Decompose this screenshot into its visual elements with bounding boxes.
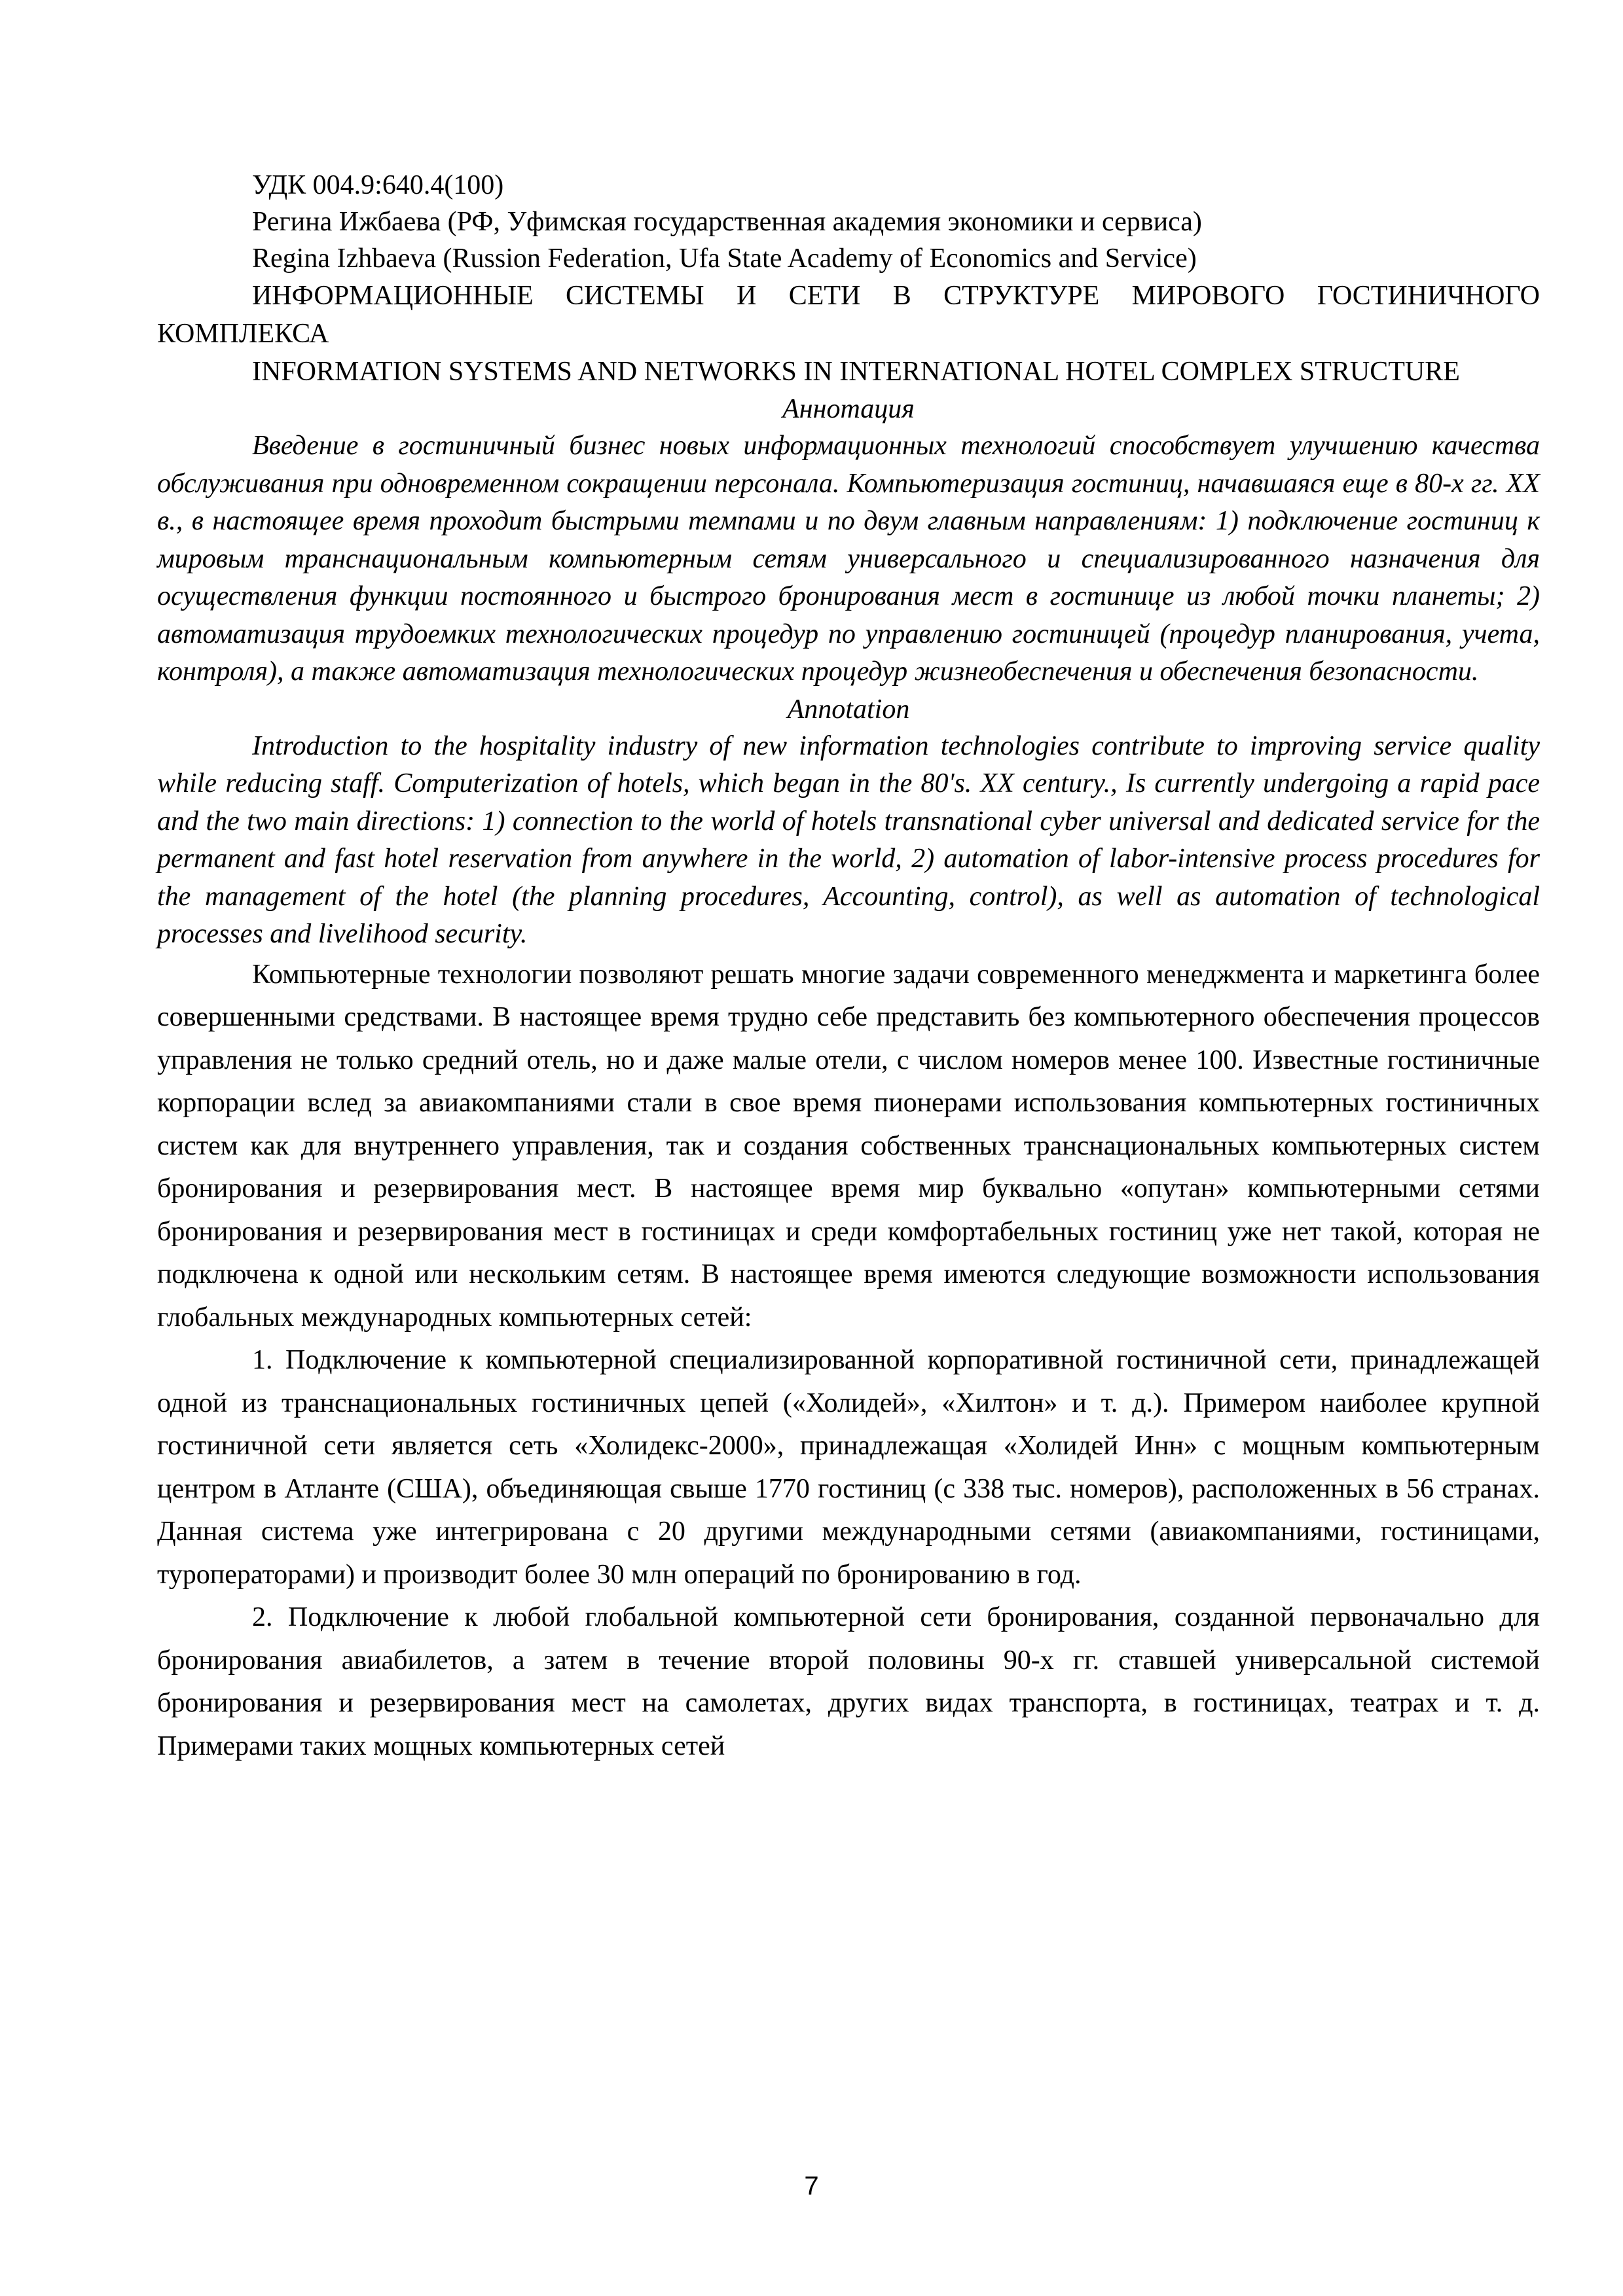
body-paragraph-3: 2. Подключение к любой глобальной компьютерной сети бронирования, созданной первоначально для бронирования авиабилетов, а затем в течение второй половины 90-х гг. ставшей универсальной системой бронирования и резервирования мест на самолетах, других видах транспорта, в гостиницах, театрах и т. д. Примерами таких мощных компьютерных сетей <box>157 1602 1540 1761</box>
body-paragraph-2: 1. Подключение к компьютерной специализированной корпоративной гостиничной сети, принадлежащей одной из транснациональных гостиничных цепей («Холидей», «Хилтон» и т. д.). Примером наиболее крупной гостиничной сети является сеть «Холидекс-2000», принадлежащая «Холидей Инн» с мощным компьютерным центром в Атланте (США), объединяющая свыше 1770 гостиниц (с 338 тыс. номеров), расположенных в 56 странах. Данная система уже интегрирована с 20 другими международными сетями (авиакомпаниями, гостиницами, туроператорами) и производит более 30 млн операций по бронированию в год. <box>157 1345 1540 1590</box>
author-en: Regina Izhbaeva (Russion Federation, Ufa State Academy of Economics and Service) <box>252 243 1197 274</box>
body-paragraph-1: Компьютерные технологии позволяют решать многие задачи современного менеджмента и маркетинга более совершенными средствами. В настоящее время трудно себе представить без компьютерного обеспечения процессов управления не только средний отель, но и даже малые отели, с числом номеров менее 100. Известные гостиничные корпорации вслед за авиакомпаниями стали в свое время пионерами использования компьютерных гостиничных систем как для внутреннего управления, так и создания собственных транснациональных компьютерных систем бронирования и резервирования мест. В настоящее время мир буквально «опутан» компьютерными сетями бронирования и резервирования мест в гостиницах и среди комфортабельных гостиниц уже нет такой, которая не подключена к одной или нескольким сетям. В настоящее время имеются следующие возможности использования глобальных международных компьютерных сетей: <box>157 959 1540 1333</box>
abstract-en-heading: Annotation <box>787 694 910 725</box>
abstract-ru-text: Введение в гостиничный бизнес новых информационных технологий способствует улучшению качества обслуживания при одновременном сокращении персонала. Компьютеризация гостиниц, начавшаяся еще в 80-х гг. XX в., в настоящее время проходит быстрыми темпами и по двум главным направлениям: 1) подключение гостиниц к мировым транснациональным компьютерным сетям универсального и специализированного назначения для осуществления функции постоянного и быстрого бронирования мест в гостинице из любой точки планеты; 2) автоматизация трудоемких технологических процедур по управлению гостиницей (процедур планирования, учета, контроля), а также автоматизация технологических процедур жизнеобеспечения и обеспечения безопасности. <box>157 431 1540 687</box>
article-content <box>157 167 1540 1768</box>
title-en: INFORMATION SYSTEMS AND NETWORKS IN INTERNATIONAL HOTEL COMPLEX STRUCTURE <box>252 357 1460 387</box>
page-number: 7 <box>804 2172 819 2200</box>
abstract-ru-heading: Аннотация <box>782 394 915 424</box>
abstract-en-text: Introduction to the hospitality industry of new information technologies contribute to improving service quality while reducing staff. Computerization of hotels, which began in the 80's. XX century., Is currently undergoing a rapid pace and the two main directions: 1) connection to the world of hotels transnational cyber universal and dedicated service for the permanent and fast hotel reservation from anywhere in the world, 2) automation of labor-intensive process procedures for the management of the hotel (the planning procedures, Accounting, control), as well as automation of technological processes and livelihood security. <box>157 730 1540 949</box>
title-ru: ИНФОРМАЦИОННЫЕ СИСТЕМЫ И СЕТИ В СТРУКТУРЕ МИРОВОГО ГОСТИНИЧНОГО КОМПЛЕКСА <box>157 281 1540 349</box>
udc-code: УДК 004.9:640.4(100) <box>252 170 504 200</box>
author-ru: Регина Ижбаева (РФ, Уфимская государственная академия экономики и сервиса) <box>252 207 1202 237</box>
